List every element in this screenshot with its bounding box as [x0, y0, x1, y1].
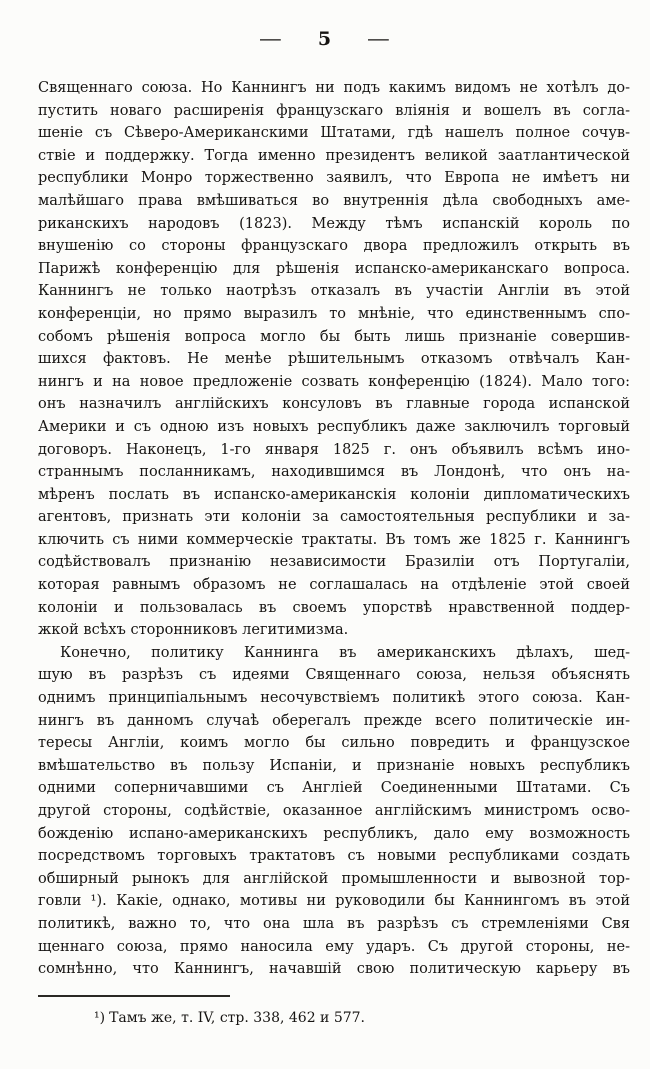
footnote-text: Тамъ же, т. IV, стр. 338, 462 и 577.: [109, 1010, 366, 1026]
text-line: тересы Англіи, коимъ могло бы сильно повредить и французское: [38, 735, 630, 752]
text-line: нингъ въ данномъ случаѣ оберегалъ прежде всего политическіе ин-: [38, 712, 630, 729]
text-line: пустить новаго расширенія французскаго вліянія и вошелъ въ согла-: [38, 102, 630, 119]
text-line: собомъ рѣшенія вопроса могло бы быть лишь признаніе совершив-: [38, 328, 630, 345]
text-line: божденію испано-американскихъ республикъ, дало ему возможность: [38, 825, 630, 842]
text-line: говли ¹). Какіе, однако, мотивы ни руководили бы Каннингомъ въ этой: [38, 893, 630, 910]
text-line: щеннаго союза, прямо наносила ему ударъ. Съ другой стороны, не-: [38, 938, 630, 955]
text-line: внушенію со стороны французскаго двора предложилъ открыть въ: [38, 238, 630, 255]
text-line: мѣренъ послать въ испанско-американскія колоніи дипломатическихъ: [38, 486, 630, 503]
text-line: которая равнымъ образомъ не соглашалась на отдѣленіе этой своей: [38, 577, 630, 594]
text-line: вмѣшательство въ пользу Испаніи, и признаніе новыхъ республикъ: [38, 757, 630, 774]
text-line: жкой всѣхъ сторонниковъ легитимизма.: [38, 622, 349, 639]
text-line: Священнаго союза. Но Каннингъ ни подъ какимъ видомъ не хотѣлъ до-: [38, 80, 630, 96]
text-line: одними соперничавшими съ Англіей Соединенными Штатами. Съ: [38, 780, 630, 797]
text-line: договоръ. Наконецъ, 1-го января 1825 г. онъ объявилъ всѣмъ ино-: [38, 441, 630, 458]
text-line: политикѣ, важно то, что она шла въ разрѣзъ съ стремленіями Свя: [38, 915, 630, 932]
text-line: малѣйшаго права вмѣшиваться во внутреннія дѣла свободныхъ аме-: [38, 192, 630, 209]
text-line: конференціи, но прямо выразилъ то мнѣніе, что единственнымъ спо-: [38, 305, 630, 322]
text-line: Америки и съ одною изъ новыхъ республикъ даже заключилъ торговый: [38, 418, 630, 435]
footnote: [94, 1008, 365, 1028]
text-line: обширный рынокъ для англійской промышленности и вывозной тор-: [38, 870, 630, 887]
text-line: Конечно, политику Каннинга въ американскихъ дѣлахъ, шед-: [60, 644, 630, 661]
text-line: страннымъ посланникамъ, находившимся въ Лондонѣ, что онъ на-: [38, 464, 630, 481]
text-line: содѣйствовалъ признанію независимости Бразиліи отъ Португаліи,: [38, 554, 630, 571]
text-line: ключить съ ними коммерческіе трактаты. Въ томъ же 1825 г. Каннингъ: [38, 531, 630, 548]
header-dash-right: —: [367, 28, 392, 50]
text-line: другой стороны, содѣйствіе, оказанное англійскимъ министромъ осво-: [38, 803, 630, 819]
paragraph: [38, 642, 630, 981]
text-line: ствіе и поддержку. Тогда именно президентъ великой заатлантической: [38, 147, 630, 164]
footnote-marker: ¹): [94, 1010, 106, 1026]
text-line: сомнѣнно, что Каннингъ, начавшій свою политическую карьеру въ: [38, 961, 630, 978]
text-line: нингъ и на новое предложеніе созвать конференцію (1824). Мало того:: [38, 373, 630, 390]
text-line: шихся фактовъ. Не менѣе рѣшительнымъ отказомъ отвѣчалъ Кан-: [38, 351, 630, 368]
text-line: Каннингъ не только наотрѣзъ отказалъ въ участіи Англіи въ этой: [38, 283, 630, 300]
text-line: колоніи и пользовалась въ своемъ упорствѣ нравственной поддер-: [38, 599, 630, 616]
running-head: [0, 28, 650, 50]
body-text: [38, 77, 630, 981]
text-line: риканскихъ народовъ (1823). Между тѣмъ испанскій король по: [38, 215, 630, 232]
text-line: шую въ разрѣзъ съ идеями Священнаго союза, нельзя объяснять: [38, 667, 630, 684]
text-line: онъ назначилъ англійскихъ консуловъ въ главные города испанской: [38, 396, 630, 413]
page-number: 5: [317, 28, 333, 50]
text-line: республики Монро торжественно заявилъ, что Европа не имѣетъ ни: [38, 170, 630, 187]
text-line: Парижѣ конференцію для рѣшенія испанско-американскаго вопроса.: [38, 260, 630, 277]
paragraph: [38, 77, 630, 642]
text-line: шеніе съ Сѣверо-Американскими Штатами, гдѣ нашелъ полное сочув-: [38, 125, 630, 142]
text-line: агентовъ, признать эти колоніи за самостоятельныя республики и за-: [38, 509, 630, 526]
footnote-separator: [38, 995, 230, 997]
header-dash-left: —: [258, 28, 283, 50]
text-line: посредствомъ торговыхъ трактатовъ съ новыми республиками создать: [38, 848, 630, 865]
text-line: однимъ принципіальнымъ несочувствіемъ политикѣ этого союза. Кан-: [38, 690, 630, 707]
